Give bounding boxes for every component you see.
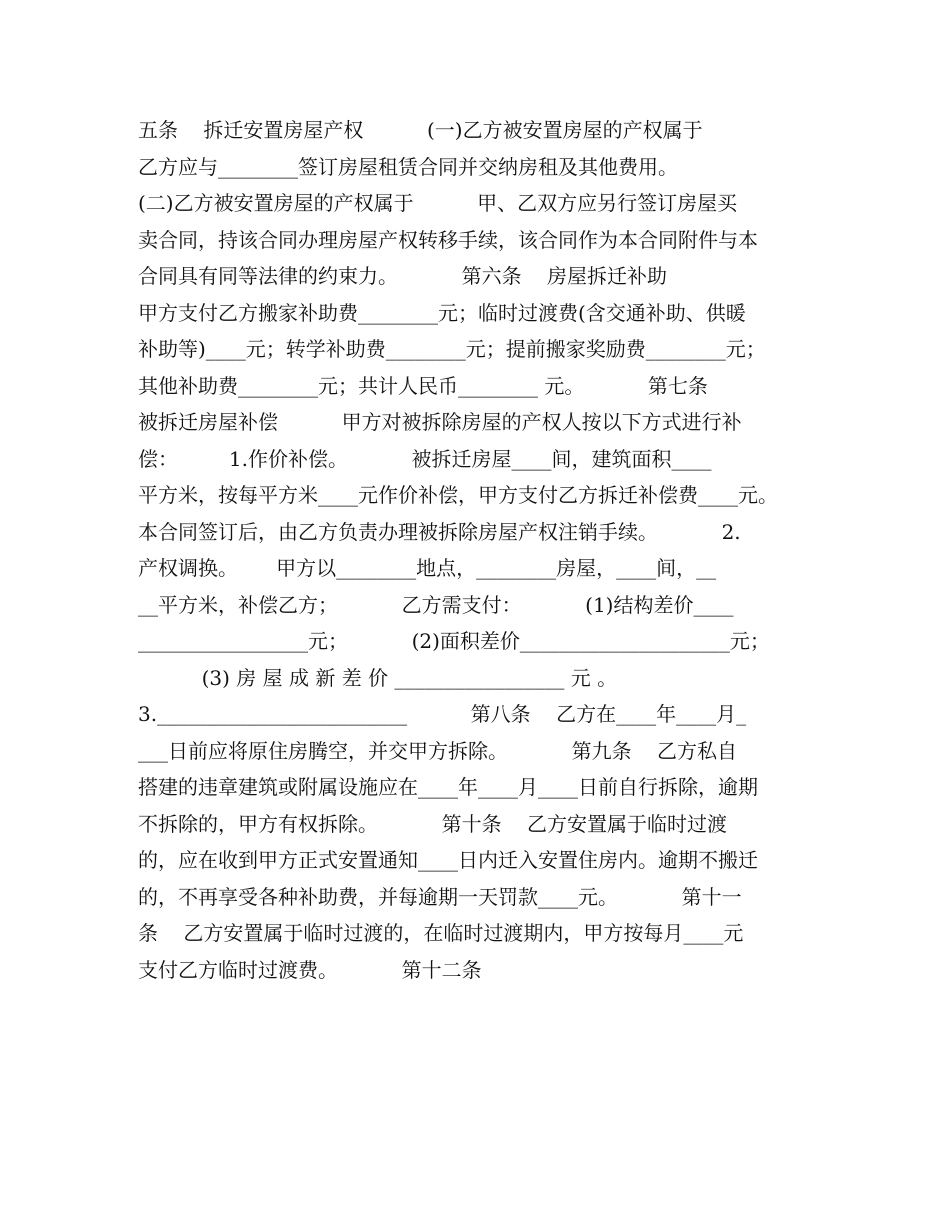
contract-text [138,112,818,988]
text-line: 五条 拆迁安置房屋产权 (一)乙方被安置房屋的产权属于 [138,118,703,142]
text-line: 的，应在收到甲方正式安置通知____日内迁入安置住房内。逾期不搬迁 [138,848,758,872]
text-line: 甲方支付乙方搬家补助费________元；临时过渡费(含交通补助、供暖 [138,300,746,325]
text-line: 本合同签订后，由乙方负责办理被拆除房屋产权注销手续。 2. [138,519,741,544]
text-line: 平方米，按每平方米____元作价补偿，甲方支付乙方拆迁补偿费____元。 [138,483,778,507]
text-line: 乙方应与________签订房屋租赁合同并交纳房租及其他费用。 [138,154,678,179]
text-line: 搭建的违章建筑或附属设施应在____年____月____日前自行拆除，逾期 [138,775,758,799]
text-line: 被拆迁房屋补偿 甲方对被拆除房屋的产权人按以下方式进行补 [138,410,742,434]
text-line: 偿： 1.作价补偿。 被拆迁房屋____间，建筑面积____ [138,446,712,471]
text-line: 支付乙方临时过渡费。 第十二条 [138,957,482,982]
text-line: 条 乙方安置属于临时过渡的，在临时过渡期内，甲方按每月____元 [138,921,744,945]
text-line: _________________元； (2)面积差价_____________________元； [138,629,770,653]
text-line: ___日前应将原住房腾空，并交甲方拆除。 第九条 乙方私自 [138,738,738,763]
text-line: 的，不再享受各种补助费，并每逾期一天罚款____元。 第十一 [138,884,742,909]
text-line: 不拆除的，甲方有权拆除。 第十条 乙方安置属于临时过渡 [138,811,728,836]
text-line: 产权调换。 甲方以________地点，________房屋，____间，__ [138,556,717,580]
text-line: 3._________________________ 第八条 乙方在____年____月_ [138,702,747,726]
text-line: (二)乙方被安置房屋的产权属于 甲、乙双方应另行签订房屋买 [138,191,738,215]
text-line: 卖合同，持该合同办理房屋产权转移手续，该合同作为本合同附件与本 [138,227,758,252]
text-line: 补助等)____元；转学补助费________元；提前搬家奖励费________元； [138,337,766,361]
text-line: 合同具有同等法律的约束力。 第六条 房屋拆迁补助 [138,264,668,288]
text-line: (3) 房 屋 成 新 差 价 _________________ 元 。 [138,665,618,690]
text-line: __平方米，补偿乙方； 乙方需支付： (1)结构差价____ [138,592,734,617]
text-line: 其他补助费________元；共计人民币________ 元。 第七条 [138,373,708,398]
